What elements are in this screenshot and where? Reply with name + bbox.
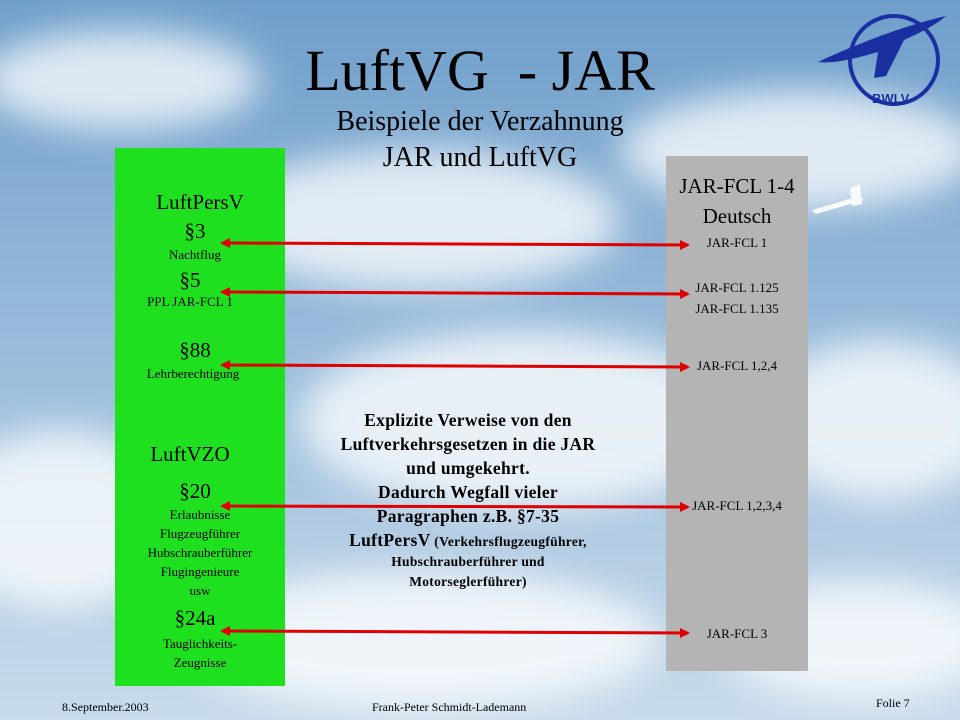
para-20-desc-line: usw xyxy=(189,583,211,598)
para-3-desc: Nachtflug xyxy=(169,247,221,262)
jar-ref-2b: JAR-FCL 1.135 xyxy=(695,301,779,316)
para-5-desc: PPL JAR-FCL 1 xyxy=(147,294,233,309)
jar-ref-1: JAR-FCL 1 xyxy=(706,235,768,250)
para-20-desc-line: Flugingenieure xyxy=(160,564,240,579)
bwlv-logo xyxy=(812,6,952,112)
explanation-line: Hubschrauberführer und xyxy=(391,554,545,569)
para-20-desc-line: Hubschrauberführer xyxy=(147,545,253,560)
para-5: §5 xyxy=(179,268,201,292)
explanation-line: Paragraphen z.B. §7-35 xyxy=(376,506,560,526)
para-24a-desc-line: Tauglichkeits- xyxy=(162,636,238,651)
para-20: §20 xyxy=(179,479,211,503)
footer-author: Frank-Peter Schmidt-Lademann xyxy=(372,700,527,714)
jar-fcl-heading: JAR-FCL 1-4 xyxy=(679,174,795,198)
explanation-text xyxy=(318,408,618,592)
para-20-desc-line: Erlaubnisse xyxy=(169,507,231,522)
jar-fcl-language: Deutsch xyxy=(702,204,772,228)
page-subtitle xyxy=(270,104,690,176)
explanation-line: Explizite Verweise von den xyxy=(364,410,572,430)
para-24a-desc-line: Zeugnisse xyxy=(173,655,227,670)
subtitle-line-1: Beispiele der Verzahnung xyxy=(336,106,624,137)
jar-ref-3: JAR-FCL 1,2,4 xyxy=(696,358,778,373)
jar-ref-2a: JAR-FCL 1.125 xyxy=(695,280,779,295)
para-24a-desc xyxy=(115,634,285,672)
explanation-line: Dadurch Wegfall vieler xyxy=(378,482,558,502)
jar-ref-4: JAR-FCL 1,2,3,4 xyxy=(692,498,782,513)
jar-ref-5: JAR-FCL 3 xyxy=(706,626,768,641)
para-88-desc: Lehrberechtigung xyxy=(146,366,240,381)
logo-text: BWLV xyxy=(872,91,910,106)
luftpersv-heading: LuftPersV xyxy=(156,190,244,214)
subtitle-line-2: JAR und LuftVG xyxy=(382,142,578,173)
para-88: §88 xyxy=(179,338,211,362)
explanation-small: (Verkehrsflugzeugführer, xyxy=(430,534,587,549)
luftpersv-ref: LuftPersV xyxy=(349,530,431,550)
footer-date: 8.September.2003 xyxy=(62,700,149,714)
para-3: §3 xyxy=(184,219,206,243)
para-24a: §24a xyxy=(174,606,216,630)
para-20-desc xyxy=(115,505,285,600)
luftvzo-heading: LuftVZO xyxy=(150,442,230,466)
bird-wing-logo-icon xyxy=(818,16,946,78)
explanation-line: Motorseglerführer) xyxy=(409,574,527,589)
explanation-line: Luftverkehrsgesetzen in die JAR xyxy=(340,434,596,454)
page-title: LuftVG - JAR xyxy=(305,38,655,103)
para-20-desc-line: Flugzeugführer xyxy=(159,526,241,541)
explanation-line: und umgekehrt. xyxy=(406,458,530,478)
footer-page-number: Folie 7 xyxy=(876,696,910,710)
explanation-line xyxy=(318,528,618,552)
